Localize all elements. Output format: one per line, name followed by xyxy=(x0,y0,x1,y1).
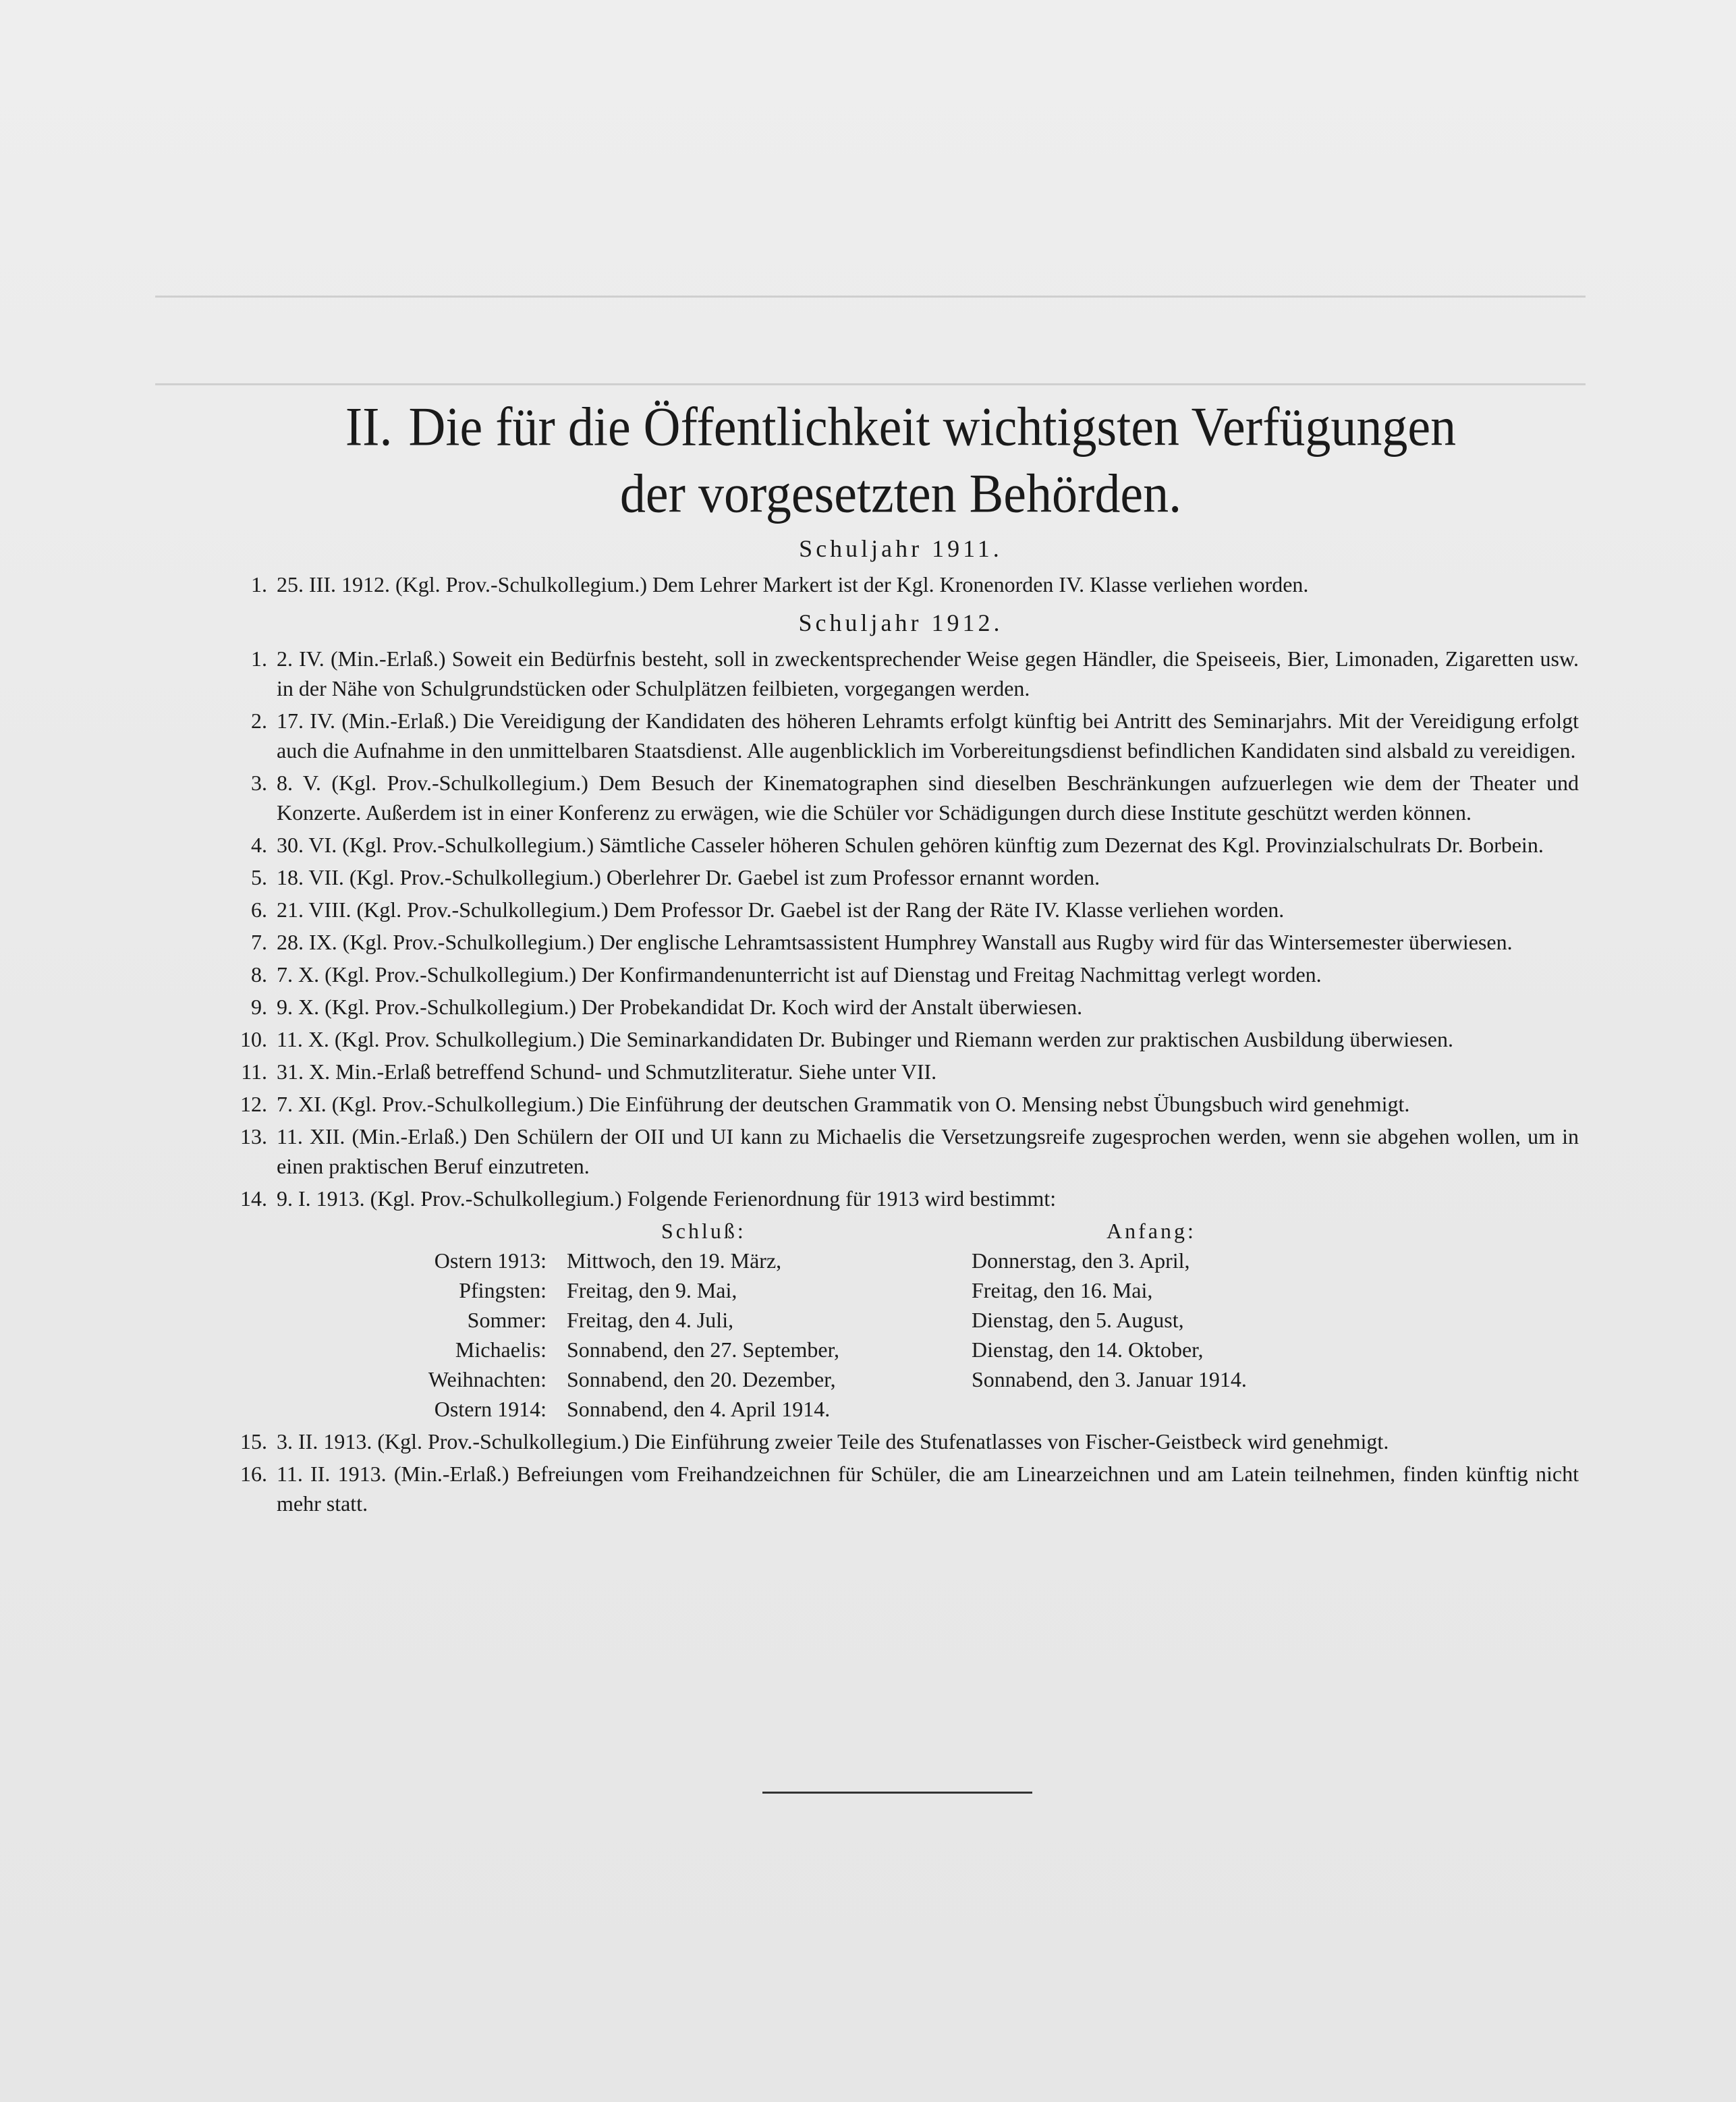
holiday-start: Donnerstag, den 3. April, xyxy=(972,1248,1190,1273)
item-text: 30. VI. (Kgl. Prov.-Schulkollegium.) Sämtliche Casseler höheren Schulen gehören künftig zum Dezernat des Kgl. Provinzialschulrats Dr. Borbein. xyxy=(277,833,1544,857)
holiday-end: Freitag, den 9. Mai, xyxy=(567,1278,737,1302)
item-number: 2. xyxy=(251,709,267,733)
item-number: 1. xyxy=(251,646,267,671)
item-number: 6. xyxy=(251,897,267,922)
main-content xyxy=(223,395,1579,1521)
school-year-heading: Schuljahr 1912. xyxy=(798,609,1003,636)
bleed-through-rule xyxy=(155,296,1586,298)
list-item xyxy=(223,862,1579,892)
list-item xyxy=(223,768,1579,827)
holiday-label: Ostern 1914: xyxy=(434,1397,547,1421)
list-item xyxy=(223,830,1579,860)
list-item xyxy=(223,1089,1579,1119)
holiday-schedule-table xyxy=(223,1216,1579,1424)
item-text: 31. X. Min.-Erlaß betreffend Schund- und Schmutzliteratur. Siehe unter VII. xyxy=(277,1059,937,1084)
entries-1911 xyxy=(223,570,1579,599)
item-number: 8. xyxy=(251,962,267,987)
list-item xyxy=(223,992,1579,1022)
item-text: 9. I. 1913. (Kgl. Prov.-Schulkollegium.) Folgende Ferienordnung für 1913 wird bestimmt: xyxy=(277,1186,1057,1211)
item-number: 13. xyxy=(240,1124,267,1149)
list-item xyxy=(223,927,1579,957)
list-item xyxy=(223,644,1579,703)
holiday-end: Sonnabend, den 27. September, xyxy=(567,1337,839,1362)
holiday-label: Sommer: xyxy=(467,1308,547,1332)
item-number: 15. xyxy=(240,1429,267,1454)
item-text: 3. II. 1913. (Kgl. Prov.-Schulkollegium.) Die Einführung zweier Teile des Stufenatlasses von Fischer-Geistbeck wird genehmigt. xyxy=(277,1429,1389,1454)
item-text: 25. III. 1912. (Kgl. Prov.-Schulkollegium.) Dem Lehrer Markert ist der Kgl. Kronenorden IV. Klasse verliehen worden. xyxy=(277,572,1309,597)
item-text: 2. IV. (Min.-Erlaß.) Soweit ein Bedürfnis besteht, soll in zweckentsprechender Weise gegen Händler, die Speiseeis, Bier, Limonaden, Zigaretten usw. in der Nähe von Schulgrundstücken oder Schulplätzen feilbieten, vorgegangen werden. xyxy=(277,646,1579,700)
title-line-1: Die für die Öffentlichkeit wichtigsten Verfügungen xyxy=(408,395,1457,458)
holiday-end: Mittwoch, den 19. März, xyxy=(567,1248,782,1273)
item-number: 11. xyxy=(241,1059,267,1084)
section-number: II. xyxy=(345,395,393,458)
item-number: 16. xyxy=(240,1462,267,1486)
holiday-start xyxy=(972,1394,1282,1424)
holiday-start: Dienstag, den 14. Oktober, xyxy=(972,1337,1204,1362)
title-line-2: der vorgesetzten Behörden. xyxy=(619,463,1182,525)
item-text: 7. XI. (Kgl. Prov.-Schulkollegium.) Die Einführung der deutschen Grammatik von O. Mensing nebst Übungsbuch wird genehmigt. xyxy=(277,1092,1410,1116)
list-item xyxy=(223,1024,1579,1054)
holiday-header-spacer xyxy=(304,1216,567,1246)
holiday-start: Sonnabend, den 3. Januar 1914. xyxy=(972,1367,1247,1391)
item-number: 12. xyxy=(240,1092,267,1116)
item-number: 1. xyxy=(251,572,267,597)
list-item xyxy=(223,1459,1579,1518)
list-item xyxy=(223,1057,1579,1086)
item-number: 7. xyxy=(251,930,267,954)
item-number: 4. xyxy=(251,833,267,857)
item-text: 8. V. (Kgl. Prov.-Schulkollegium.) Dem Besuch der Kinematographen sind dieselben Beschränkungen aufzuerlegen wie dem der Theater und Konzerte. Außerdem ist in einer Konferenz zu erwägen, wie die Schüler vor Schädigungen durch diese Institute geschützt werden können. xyxy=(277,771,1579,825)
school-year-heading: Schuljahr 1911. xyxy=(799,535,1003,562)
holiday-end: Sonnabend, den 20. Dezember, xyxy=(567,1367,836,1391)
item-text: 11. II. 1913. (Min.-Erlaß.) Befreiungen vom Freihandzeichnen für Schüler, die am Linearzeichnen und am Latein teilnehmen, finden künftig nicht mehr statt. xyxy=(277,1462,1579,1516)
holiday-header-schluss: Schluß: xyxy=(661,1219,746,1243)
entries-1912 xyxy=(223,644,1579,1518)
holiday-start: Dienstag, den 5. August, xyxy=(972,1308,1184,1332)
holiday-header-anfang: Anfang: xyxy=(1107,1219,1196,1243)
item-text: 7. X. (Kgl. Prov.-Schulkollegium.) Der Konfirmandenunterricht ist auf Dienstag und Freitag Nachmittag verlegt worden. xyxy=(277,962,1322,987)
list-item xyxy=(223,895,1579,924)
item-text: 9. X. (Kgl. Prov.-Schulkollegium.) Der Probekandidat Dr. Koch wird der Anstalt überwiesen. xyxy=(277,995,1083,1019)
item-number: 14. xyxy=(240,1186,267,1211)
item-number: 5. xyxy=(251,865,267,889)
item-text: 18. VII. (Kgl. Prov.-Schulkollegium.) Oberlehrer Dr. Gaebel ist zum Professor ernannt worden. xyxy=(277,865,1100,889)
list-item xyxy=(223,706,1579,765)
bleed-through-rule xyxy=(155,383,1586,385)
holiday-start: Freitag, den 16. Mai, xyxy=(972,1278,1153,1302)
holiday-end: Freitag, den 4. Juli, xyxy=(567,1308,734,1332)
item-number: 10. xyxy=(240,1027,267,1051)
holiday-label: Weihnachten: xyxy=(428,1367,547,1391)
item-number: 9. xyxy=(251,995,267,1019)
holiday-label: Michaelis: xyxy=(455,1337,547,1362)
holiday-end: Sonnabend, den 4. April 1914. xyxy=(567,1397,831,1421)
holiday-label: Ostern 1913: xyxy=(434,1248,547,1273)
list-item xyxy=(223,570,1579,599)
item-text: 21. VIII. (Kgl. Prov.-Schulkollegium.) Dem Professor Dr. Gaebel ist der Rang der Räte IV. Klasse verliehen worden. xyxy=(277,897,1285,922)
item-text: 17. IV. (Min.-Erlaß.) Die Vereidigung der Kandidaten des höheren Lehramts erfolgt künftig bei Antritt des Seminarjahrs. Mit der Vereidigung erfolgt auch die Aufnahme in den unmittelbaren Staatsdienst. Alle augenblicklich im Vorbereitungsdienst befindlichen Kandidaten sind alsbald zu vereidigen. xyxy=(277,709,1579,763)
item-text: 28. IX. (Kgl. Prov.-Schulkollegium.) Der englische Lehramtsassistent Humphrey Wanstall aus Rugby wird für das Wintersemester überwiesen. xyxy=(277,930,1513,954)
list-item xyxy=(223,1122,1579,1181)
holiday-label: Pfingsten: xyxy=(459,1278,547,1302)
list-item xyxy=(223,1184,1579,1213)
item-number: 3. xyxy=(251,771,267,795)
closing-rule xyxy=(762,1792,1032,1794)
list-item xyxy=(223,1427,1579,1456)
page-title xyxy=(223,393,1579,528)
list-item xyxy=(223,960,1579,989)
item-text: 11. XII. (Min.-Erlaß.) Den Schülern der OII und UI kann zu Michaelis die Versetzungsreife zugesprochen werden, wenn sie abgehen wollen, um in einen praktischen Beruf einzutreten. xyxy=(277,1124,1579,1178)
item-text: 11. X. (Kgl. Prov. Schulkollegium.) Die Seminarkandidaten Dr. Bubinger und Riemann werden zur praktischen Ausbildung überwiesen. xyxy=(277,1027,1453,1051)
